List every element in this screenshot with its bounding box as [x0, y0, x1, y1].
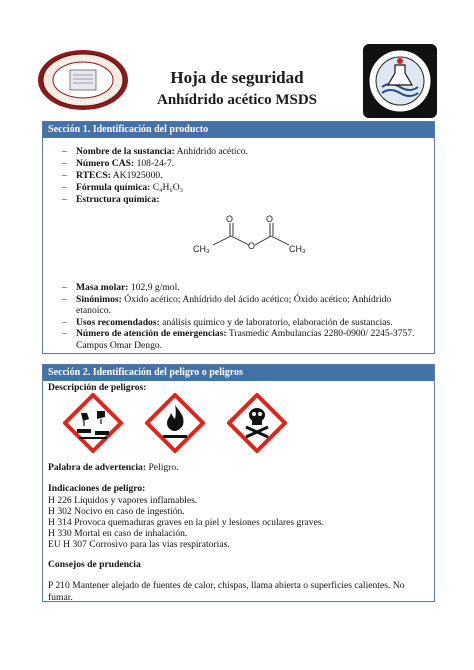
hazard-statement: H 314 Provoca quemaduras graves en la piel y lesiones oculares graves. — [48, 517, 324, 528]
item-value: C₄H₆O₃ — [150, 182, 184, 193]
item-value: análisis químico y de laboratorio, elaboración de sustancias. — [159, 316, 393, 328]
item-label: Fórmula química: — [76, 182, 151, 193]
list-item — [62, 182, 248, 194]
item-label: Nombre de la sustancia: — [76, 146, 175, 157]
flame-icon — [145, 393, 205, 453]
list-dash: – — [62, 282, 67, 293]
item-value: Anhídrido acético. — [174, 146, 248, 157]
skull-crossbones-icon — [227, 393, 287, 453]
signal-word-label: Palabra de advertencia: — [48, 462, 147, 473]
prudence-title: Consejos de prudencia — [48, 559, 141, 570]
university-seal-logo — [37, 49, 129, 111]
oxygen-top-left: O — [226, 214, 234, 224]
methyl-right: CH₃ — [289, 244, 306, 254]
list-dash: – — [62, 316, 67, 328]
hazard-statement: H 226 Líquidos y vapores inflamables. — [48, 495, 198, 506]
signal-word — [48, 462, 179, 474]
product-details-list — [62, 146, 248, 206]
page-subtitle: Anhídrido acético MSDS — [156, 92, 317, 108]
list-dash: – — [62, 158, 67, 169]
item-label: Sinónimos: — [76, 293, 122, 305]
section-1-heading: Sección 1. Identificación del producto — [43, 122, 434, 138]
product-extra-list — [62, 282, 422, 351]
item-label: Masa molar: — [76, 282, 129, 293]
hazard-description-label: Descripción de peligros: — [48, 382, 147, 393]
item-label: Número de atención de emergencias: — [76, 328, 227, 339]
hazard-statements-title: Indicaciones de peligro: — [48, 483, 146, 494]
list-dash: – — [62, 194, 67, 205]
prudence-statement: P 210 Mantener alejado de fuentes de calor, chispas, llama abierta o superficies calientes. No fumar. — [48, 580, 405, 603]
item-label: Número CAS: — [76, 158, 135, 169]
item-value: Óxido acético; Anhídrido del ácido acético; Óxido acético; Anhídrido etanoico. — [76, 293, 392, 316]
item-label: Usos recomendados: — [76, 316, 160, 328]
corrosion-icon — [63, 393, 123, 453]
list-item — [62, 294, 422, 317]
item-label: Estructura química: — [76, 194, 160, 205]
section-hazards — [42, 364, 435, 602]
list-dash: – — [62, 182, 67, 193]
oxygen-bridge: O — [248, 241, 256, 251]
chemical-structure-diagram — [193, 214, 311, 260]
section-identification — [42, 121, 435, 354]
list-dash: – — [62, 293, 67, 305]
list-dash: – — [62, 146, 67, 157]
list-item — [62, 282, 422, 294]
list-item — [62, 317, 422, 329]
list-dash: – — [62, 170, 67, 181]
oxygen-top-right: O — [266, 214, 274, 224]
list-item — [62, 194, 248, 206]
item-value: Trasmedic Ambulancias 2280-0900/ 2245-3757. Campus Omar Dengo. — [76, 328, 415, 351]
item-value: 108-24-7. — [134, 158, 175, 169]
list-item — [62, 170, 248, 182]
signal-word-value: Peligro. — [146, 462, 179, 473]
section-2-heading: Sección 2. Identificación del peligro o peligros — [43, 365, 434, 381]
list-item — [62, 328, 422, 351]
item-label: RTECS: — [76, 170, 111, 181]
item-value: 102,9 g/mol. — [128, 282, 180, 293]
list-item — [62, 146, 248, 158]
list-item — [62, 158, 248, 170]
chemistry-school-logo — [362, 43, 438, 119]
hazard-statement: H 330 Mortal en caso de inhalación. — [48, 528, 188, 539]
page-title: Hoja de seguridad — [170, 68, 304, 87]
list-dash: – — [62, 328, 67, 339]
item-value: AK1925000. — [110, 170, 163, 181]
hazard-statement: H 302 Nocivo en caso de ingestión. — [48, 506, 185, 517]
methyl-left: CH₃ — [193, 244, 210, 254]
hazard-statement: EU H 307 Corrosivo para las vías respiratorias. — [48, 539, 230, 550]
